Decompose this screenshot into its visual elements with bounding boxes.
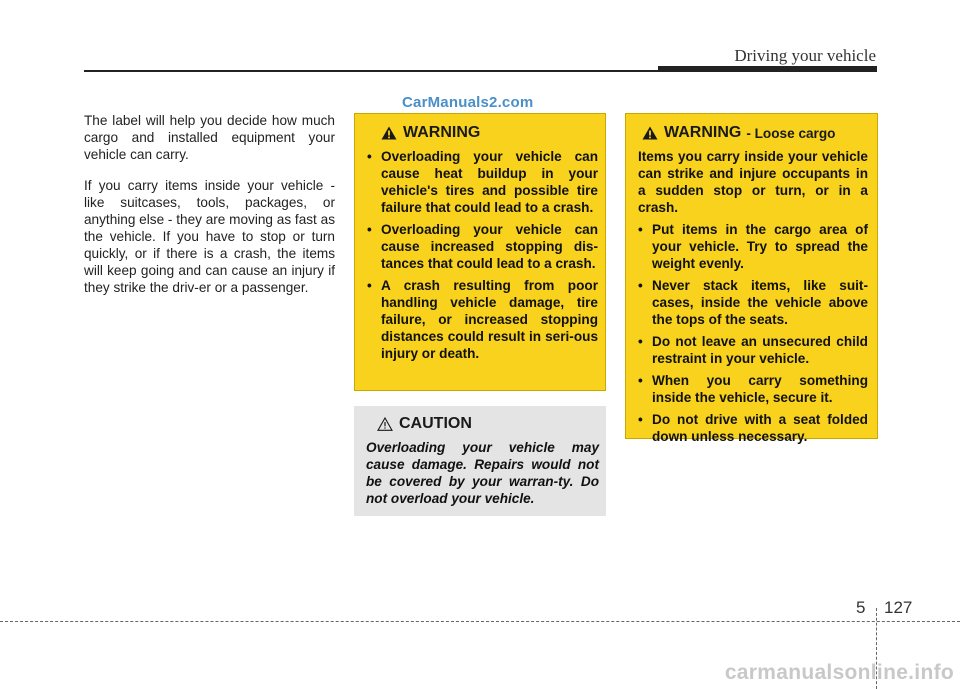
paragraph-2: If you carry items inside your vehicle - like suitcases, tools, packages, or anything else - they are moving as fast as the vehicle. If you have to stop or turn quickly, or if there is a crash, the items will keep going and can cause an injury if they strike the driv-er or a passenger. [84, 178, 335, 295]
warning-title: WARNING [664, 124, 742, 141]
caution-box [354, 406, 606, 516]
body-text [84, 112, 335, 310]
list-item: • Do not drive with a seat folded down unless necessary. [638, 411, 868, 445]
warning-header [381, 124, 598, 142]
list-item: • Never stack items, like suit-cases, inside the vehicle above the tops of the seats. [638, 277, 868, 328]
warning-intro: Items you carry inside your vehicle can strike and injure occupants in a sudden stop or turn, or in a crash. [638, 149, 868, 215]
list-item: • A crash resulting from poor handling vehicle damage, tire failure, or increased stopping distances could result in seri-ous injury or death. [367, 277, 598, 362]
list-item: • Do not leave an unsecured child restraint in your vehicle. [638, 333, 868, 367]
watermark-bottom: carmanualsonline.info [724, 661, 954, 684]
page-number: 127 [884, 598, 913, 617]
caution-text: Overloading your vehicle may cause damage. Repairs would not be covered by your warran-ty. Do not overload your vehicle. [366, 440, 599, 506]
watermark-top: CarManuals2.com [402, 94, 534, 111]
warning-subtitle: - Loose cargo [746, 125, 836, 141]
warning-box-overloading [354, 113, 606, 391]
list-item: • When you carry something inside the vehicle, secure it. [638, 372, 868, 406]
list-item: • Overloading your vehicle can cause increased stopping dis-tances that could lead to a crash. [367, 221, 598, 272]
caution-triangle-icon [377, 417, 393, 431]
caution-title: CAUTION [399, 415, 472, 432]
warning-list [367, 148, 598, 362]
warning-title: WARNING [403, 124, 481, 141]
header-rule-accent [658, 66, 877, 72]
list-item: • Put items in the cargo area of your vehicle. Try to spread the weight evenly. [638, 221, 868, 272]
section-title: Driving your vehicle [734, 46, 876, 65]
list-item: • Overloading your vehicle can cause heat buildup in your vehicle's tires and possible tire failure that could lead to a crash. [367, 148, 598, 216]
warning-header [642, 124, 868, 142]
paragraph-1: The label will help you decide how much cargo and installed equipment your vehicle can carry. [84, 113, 335, 162]
warning-box-loose-cargo [625, 113, 878, 444]
warning-triangle-icon [381, 126, 397, 140]
footer-rule [0, 621, 960, 622]
warning-triangle-icon [642, 126, 658, 140]
chapter-number: 5 [856, 598, 866, 617]
caution-header [377, 415, 599, 433]
warning-list [638, 221, 868, 445]
